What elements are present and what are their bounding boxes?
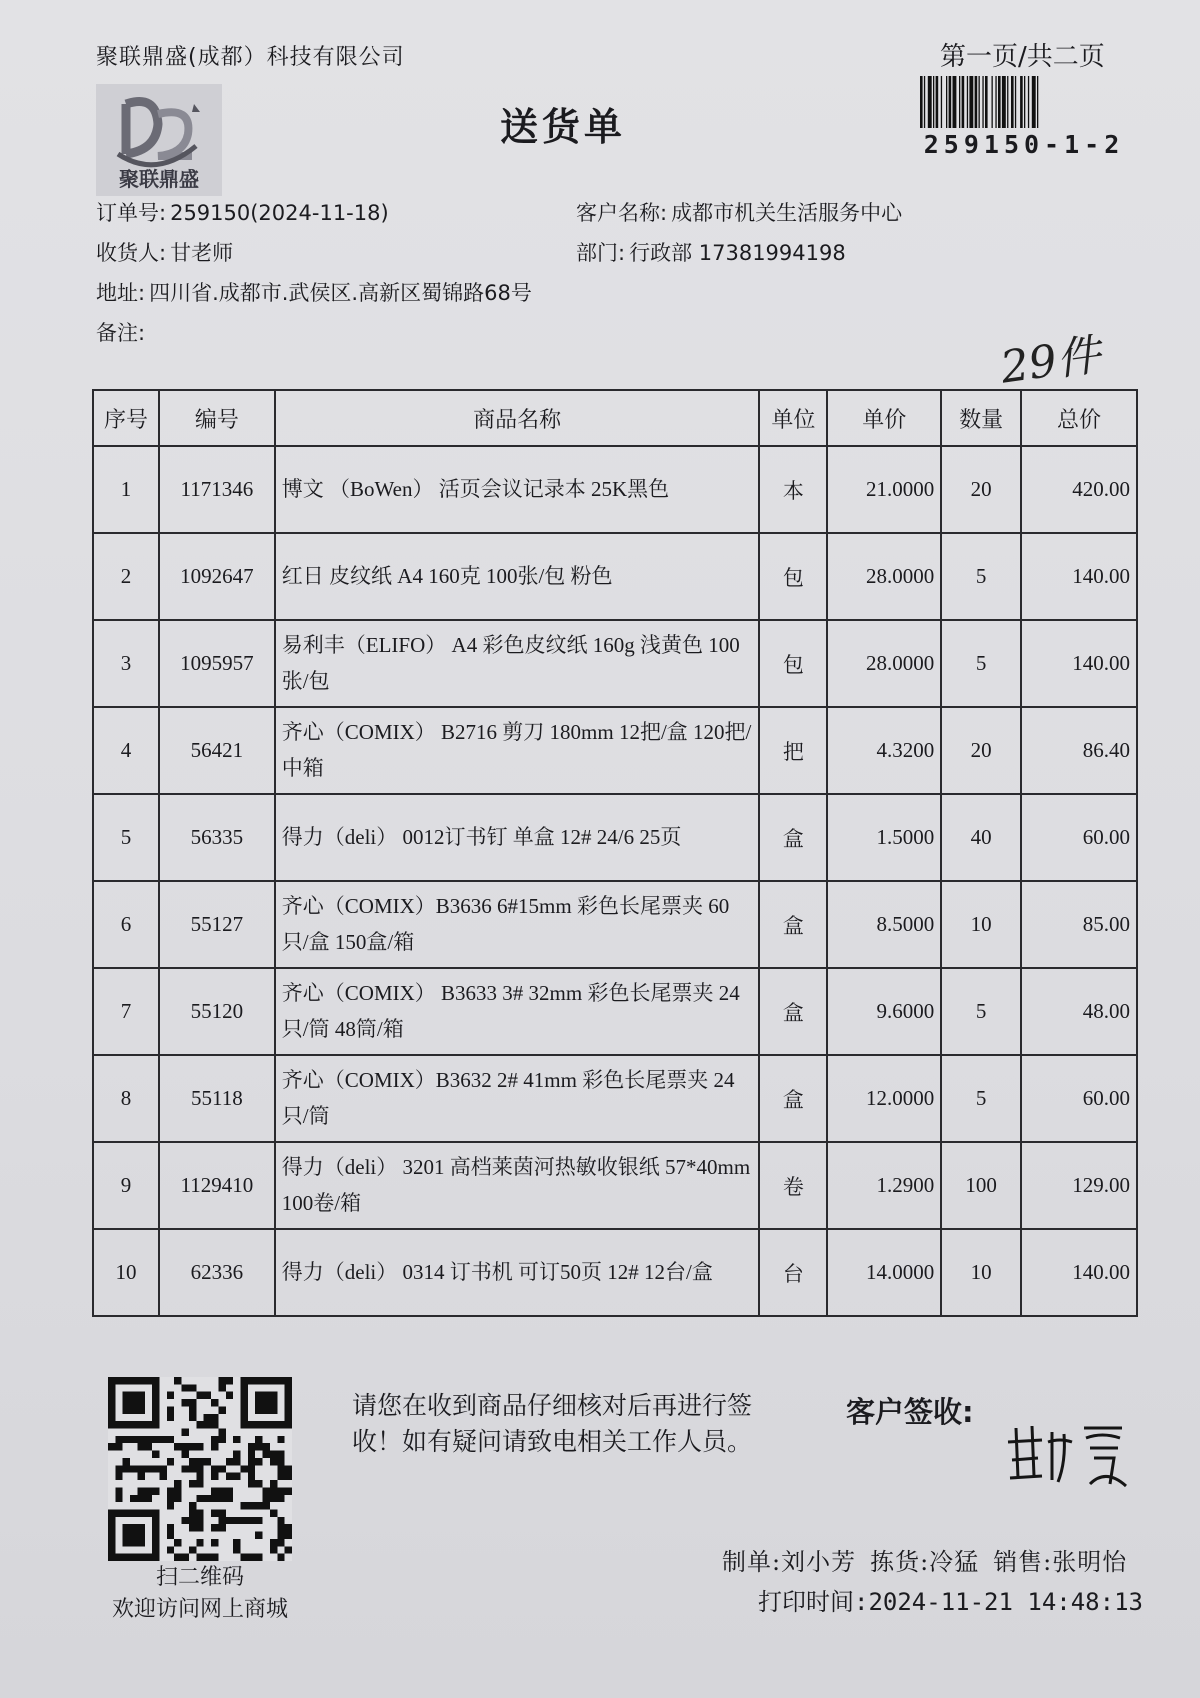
cell-price: 8.5000 xyxy=(827,881,941,968)
qr-code-icon xyxy=(108,1377,292,1561)
order-number-value: 259150(2024-11-18) xyxy=(170,201,389,225)
cell-name: 得力（deli） 0012订书钉 单盒 12# 24/6 25页 xyxy=(275,794,760,881)
sales: 销售:张明怡 xyxy=(993,1548,1128,1576)
table-row xyxy=(93,533,1137,620)
cell-name: 齐心（COMIX） B3633 3# 32mm 彩色长尾票夹 24只/筒 48筒/箱 xyxy=(275,968,760,1055)
cell-total: 48.00 xyxy=(1021,968,1137,1055)
header-price: 单价 xyxy=(827,390,941,446)
cell-name: 博文 （BoWen） 活页会议记录本 25K黑色 xyxy=(275,446,760,533)
cell-no: 4 xyxy=(93,707,159,794)
cell-no: 1 xyxy=(93,446,159,533)
cell-code: 55120 xyxy=(159,968,275,1055)
cell-qty: 5 xyxy=(941,968,1021,1055)
address xyxy=(96,277,532,307)
table-header-row xyxy=(93,390,1137,446)
staff-line xyxy=(722,1542,1141,1577)
receiver-value: 甘老师 xyxy=(170,241,234,265)
cell-unit: 包 xyxy=(759,620,827,707)
cell-total: 140.00 xyxy=(1021,620,1137,707)
cell-name: 齐心（COMIX）B3632 2# 41mm 彩色长尾票夹 24只/筒 xyxy=(275,1055,760,1142)
cell-code: 1129410 xyxy=(159,1142,275,1229)
cell-unit: 台 xyxy=(759,1229,827,1316)
cell-qty: 10 xyxy=(941,881,1021,968)
table-row xyxy=(93,1229,1137,1316)
cell-price: 14.0000 xyxy=(827,1229,941,1316)
cell-price: 4.3200 xyxy=(827,707,941,794)
customer-name-value: 成都市机关生活服务中心 xyxy=(671,201,903,225)
logo-text: 聚联鼎盛 xyxy=(119,167,199,191)
cell-no: 5 xyxy=(93,794,159,881)
cell-code: 1171346 xyxy=(159,446,275,533)
picker: 拣货:冷猛 xyxy=(870,1548,980,1576)
customer-signature xyxy=(1002,1418,1132,1490)
cell-code: 56335 xyxy=(159,794,275,881)
table-row xyxy=(93,968,1137,1055)
cell-no: 2 xyxy=(93,533,159,620)
receiver xyxy=(96,237,233,267)
customer-sign-label: 客户签收: xyxy=(846,1395,974,1429)
cell-total: 60.00 xyxy=(1021,1055,1137,1142)
customer-name-label: 客户名称: xyxy=(576,201,668,225)
maker: 制单:刘小芳 xyxy=(722,1548,857,1576)
customer-name xyxy=(576,197,902,227)
cell-price: 12.0000 xyxy=(827,1055,941,1142)
table-row xyxy=(93,1142,1137,1229)
cell-price: 21.0000 xyxy=(827,446,941,533)
cell-total: 129.00 xyxy=(1021,1142,1137,1229)
qr-caption-scan: 扫二维码 xyxy=(155,1565,244,1590)
header-no: 序号 xyxy=(93,390,159,446)
table-row xyxy=(93,707,1137,794)
cell-qty: 20 xyxy=(941,707,1021,794)
table-row xyxy=(93,620,1137,707)
cell-name: 得力（deli） 3201 高档莱茵河热敏收银纸 57*40mm 100卷/箱 xyxy=(275,1142,760,1229)
cell-no: 8 xyxy=(93,1055,159,1142)
print-time: 打印时间:2024-11-21 14:48:13 xyxy=(758,1588,1143,1616)
cell-no: 7 xyxy=(93,968,159,1055)
cell-code: 55118 xyxy=(159,1055,275,1142)
table-row xyxy=(93,794,1137,881)
receiver-label: 收货人: xyxy=(96,241,167,265)
cell-name: 易利丰（ELIFO） A4 彩色皮纹纸 160g 浅黄色 100张/包 xyxy=(275,620,760,707)
header-unit: 单位 xyxy=(759,390,827,446)
remark-label: 备注: xyxy=(96,321,146,345)
header-name: 商品名称 xyxy=(275,390,760,446)
cell-total: 85.00 xyxy=(1021,881,1137,968)
remark xyxy=(96,317,149,347)
department xyxy=(576,237,846,267)
cell-name: 齐心（COMIX） B2716 剪刀 180mm 12把/盒 120把/中箱 xyxy=(275,707,760,794)
items-table xyxy=(92,389,1138,1317)
cell-total: 60.00 xyxy=(1021,794,1137,881)
cell-no: 3 xyxy=(93,620,159,707)
cell-price: 1.2900 xyxy=(827,1142,941,1229)
cell-unit: 盒 xyxy=(759,968,827,1055)
company-logo-icon xyxy=(96,84,222,196)
cell-unit: 把 xyxy=(759,707,827,794)
department-value: 行政部 17381994198 xyxy=(629,241,846,265)
cell-total: 140.00 xyxy=(1021,1229,1137,1316)
order-number xyxy=(96,197,389,227)
cell-unit: 卷 xyxy=(759,1142,827,1229)
cell-unit: 本 xyxy=(759,446,827,533)
cell-total: 86.40 xyxy=(1021,707,1137,794)
address-value: 四川省.成都市.武侯区.高新区蜀锦路68号 xyxy=(149,281,532,305)
cell-price: 28.0000 xyxy=(827,533,941,620)
cell-price: 9.6000 xyxy=(827,968,941,1055)
qr-caption xyxy=(92,1562,308,1626)
items-body xyxy=(93,446,1137,1316)
notice-text: 请您在收到商品仔细核对后再进行签收！如有疑问请致电相关工作人员。 xyxy=(352,1391,753,1457)
cell-code: 56421 xyxy=(159,707,275,794)
cell-unit: 盒 xyxy=(759,1055,827,1142)
cell-code: 55127 xyxy=(159,881,275,968)
cell-total: 140.00 xyxy=(1021,533,1137,620)
company-name: 聚联鼎盛(成都）科技有限公司 xyxy=(96,45,405,70)
cell-unit: 包 xyxy=(759,533,827,620)
cell-name: 红日 皮纹纸 A4 160克 100张/包 粉色 xyxy=(275,533,760,620)
cell-qty: 40 xyxy=(941,794,1021,881)
handwritten-note: 29件 xyxy=(997,329,1104,394)
cell-no: 10 xyxy=(93,1229,159,1316)
department-label: 部门: xyxy=(576,241,626,265)
cell-qty: 5 xyxy=(941,620,1021,707)
cell-qty: 5 xyxy=(941,1055,1021,1142)
cell-code: 1095957 xyxy=(159,620,275,707)
table-row xyxy=(93,881,1137,968)
qr-caption-welcome: 欢迎访问网上商城 xyxy=(111,1596,288,1622)
table-row xyxy=(93,1055,1137,1142)
cell-code: 1092647 xyxy=(159,533,275,620)
page-indicator: 第一页/共二页 xyxy=(940,42,1105,72)
cell-qty: 20 xyxy=(941,446,1021,533)
header-total: 总价 xyxy=(1021,390,1137,446)
order-number-label: 订单号: xyxy=(96,201,167,225)
cell-no: 9 xyxy=(93,1142,159,1229)
cell-no: 6 xyxy=(93,881,159,968)
header-code: 编号 xyxy=(159,390,275,446)
cell-qty: 10 xyxy=(941,1229,1021,1316)
document-title: 送货单 xyxy=(500,104,627,149)
cell-name: 得力（deli） 0314 订书机 可订50页 12# 12台/盒 xyxy=(275,1229,760,1316)
barcode-icon xyxy=(918,76,1130,128)
cell-price: 28.0000 xyxy=(827,620,941,707)
cell-unit: 盒 xyxy=(759,881,827,968)
cell-unit: 盒 xyxy=(759,794,827,881)
cell-qty: 5 xyxy=(941,533,1021,620)
barcode-number: 259150-1-2 xyxy=(923,130,1125,159)
address-label: 地址: xyxy=(96,281,146,305)
cell-price: 1.5000 xyxy=(827,794,941,881)
header-qty: 数量 xyxy=(941,390,1021,446)
cell-qty: 100 xyxy=(941,1142,1021,1229)
table-row xyxy=(93,446,1137,533)
cell-name: 齐心（COMIX）B3636 6#15mm 彩色长尾票夹 60只/盒 150盒/箱 xyxy=(275,881,760,968)
cell-code: 62336 xyxy=(159,1229,275,1316)
cell-total: 420.00 xyxy=(1021,446,1137,533)
